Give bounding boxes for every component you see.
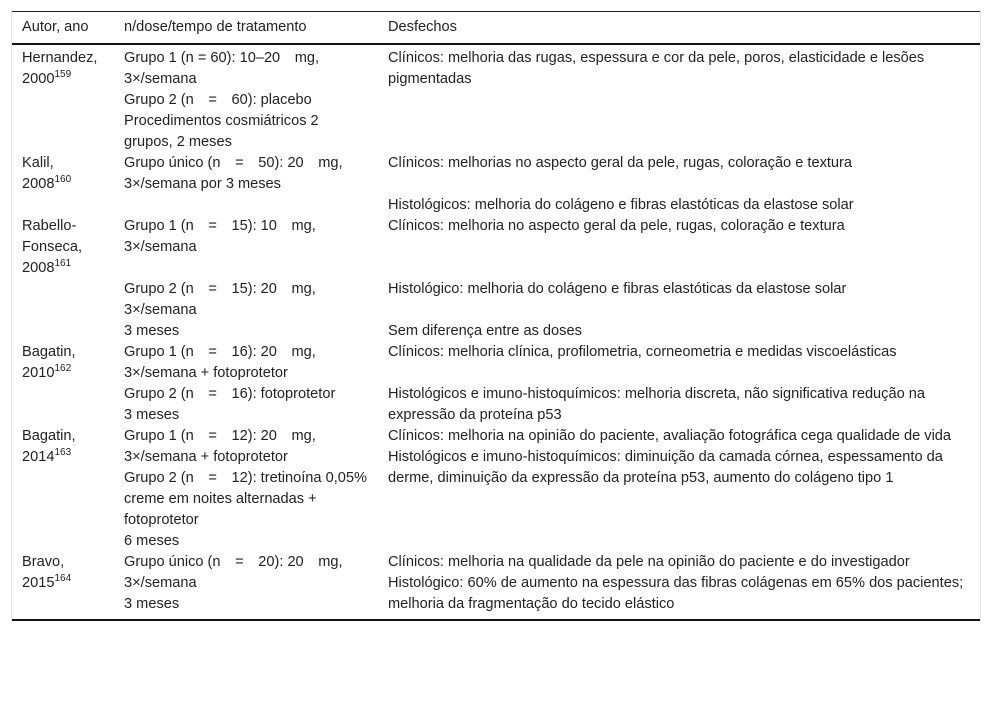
- treatment-cell: Grupo 1 (n = 15): 10 mg, 3×/semana Grupo 2 (n = 15): 20 mg, 3×/semana 3 meses: [124, 218, 316, 339]
- reference-number: 162: [54, 363, 72, 374]
- author-cell: Hernandez, 2000$^{159}$: [22, 50, 98, 87]
- treatment-cell: Grupo único (n = 20): 20 mg, 3×/semana 3 meses: [114, 552, 378, 620]
- treatment-cell: Grupo 1 (n = 16): 20 mg, 3×/semana + fotoprotetor Grupo 2 (n = 16): fotoprotetor 3 meses: [124, 344, 336, 423]
- treatment-cell: Grupo 1 (n = 12): 20 mg, 3×/semana + fotoprotetor Grupo 2 (n = 12): tretinoína 0,05% creme em noites alternadas + fotoprotetor 6 meses: [124, 428, 367, 549]
- author-cell: Bravo, 2015$^{164}$: [12, 552, 114, 620]
- outcomes-cell: Clínicos: melhoria das rugas, espessura e cor da pele, poros, elasticidade e lesões pigmentadas: [388, 50, 925, 87]
- treatment-cell: Grupo 1 (n = 60): 10–20 mg, 3×/semana Grupo 2 (n = 60): placebo Procedimentos cosmiátricos 2 grupos, 2 meses: [124, 50, 320, 150]
- table-row: [12, 216, 980, 342]
- studies-table: [12, 11, 980, 621]
- reference-number: 160: [54, 174, 72, 185]
- outcomes-cell: Clínicos: melhorias no aspecto geral da pele, rugas, coloração e textura Histológicos: melhoria do colágeno e fibras elastóticas da elastose solar: [388, 155, 854, 213]
- outcomes-cell: Clínicos: melhoria clínica, profilometria, corneometria e medidas viscoelásticas Histológicos e imuno-histoquímicos: melhoria discreta, não significativa redução na expressão da proteína p53: [388, 344, 925, 423]
- reference-number: 164: [54, 573, 72, 584]
- table-header-row: [12, 12, 980, 45]
- table-row: [12, 552, 980, 620]
- author-cell: Rabello-Fonseca, 2008$^{161}$: [22, 218, 83, 276]
- author-cell: Kalil, 2008$^{160}$: [22, 155, 72, 192]
- header-treatment: n/dose/tempo de tratamento: [114, 12, 378, 45]
- reference-number: 159: [54, 69, 72, 80]
- table-container: [11, 11, 981, 621]
- table-row: [12, 342, 980, 426]
- outcomes-cell: Clínicos: melhoria no aspecto geral da pele, rugas, coloração e textura Histológico: melhoria do colágeno e fibras elastóticas da elastose solar Sem diferença entre as doses: [388, 218, 847, 339]
- table-row: [12, 153, 980, 216]
- table-row: [12, 426, 980, 552]
- author-cell: Bagatin, 2014$^{163}$: [22, 428, 76, 465]
- table-row: [12, 44, 980, 153]
- treatment-cell: Grupo único (n = 50): 20 mg, 3×/semana por 3 meses: [124, 155, 343, 192]
- reference-number: 161: [54, 258, 72, 269]
- header-outcomes: Desfechos: [378, 12, 980, 45]
- outcomes-cell: Clínicos: melhoria na qualidade da pele na opinião do paciente e do investigador Histológico: 60% de aumento na espessura das fibras colágenas em 65% dos pacientes; melhoria da fragmentação do tecido elástico: [378, 552, 980, 620]
- outcomes-cell: Clínicos: melhoria na opinião do paciente, avaliação fotográfica cega qualidade de vida Histológicos e imuno-histoquímicos: diminuição da camada córnea, espessamento da derme, diminuição da expressão da proteína p53, aumento do colágeno tipo 1: [388, 428, 952, 486]
- header-author-year: Autor, ano: [12, 12, 114, 45]
- author-cell: Bagatin, 2010$^{162}$: [22, 344, 76, 381]
- reference-number: 163: [54, 447, 72, 458]
